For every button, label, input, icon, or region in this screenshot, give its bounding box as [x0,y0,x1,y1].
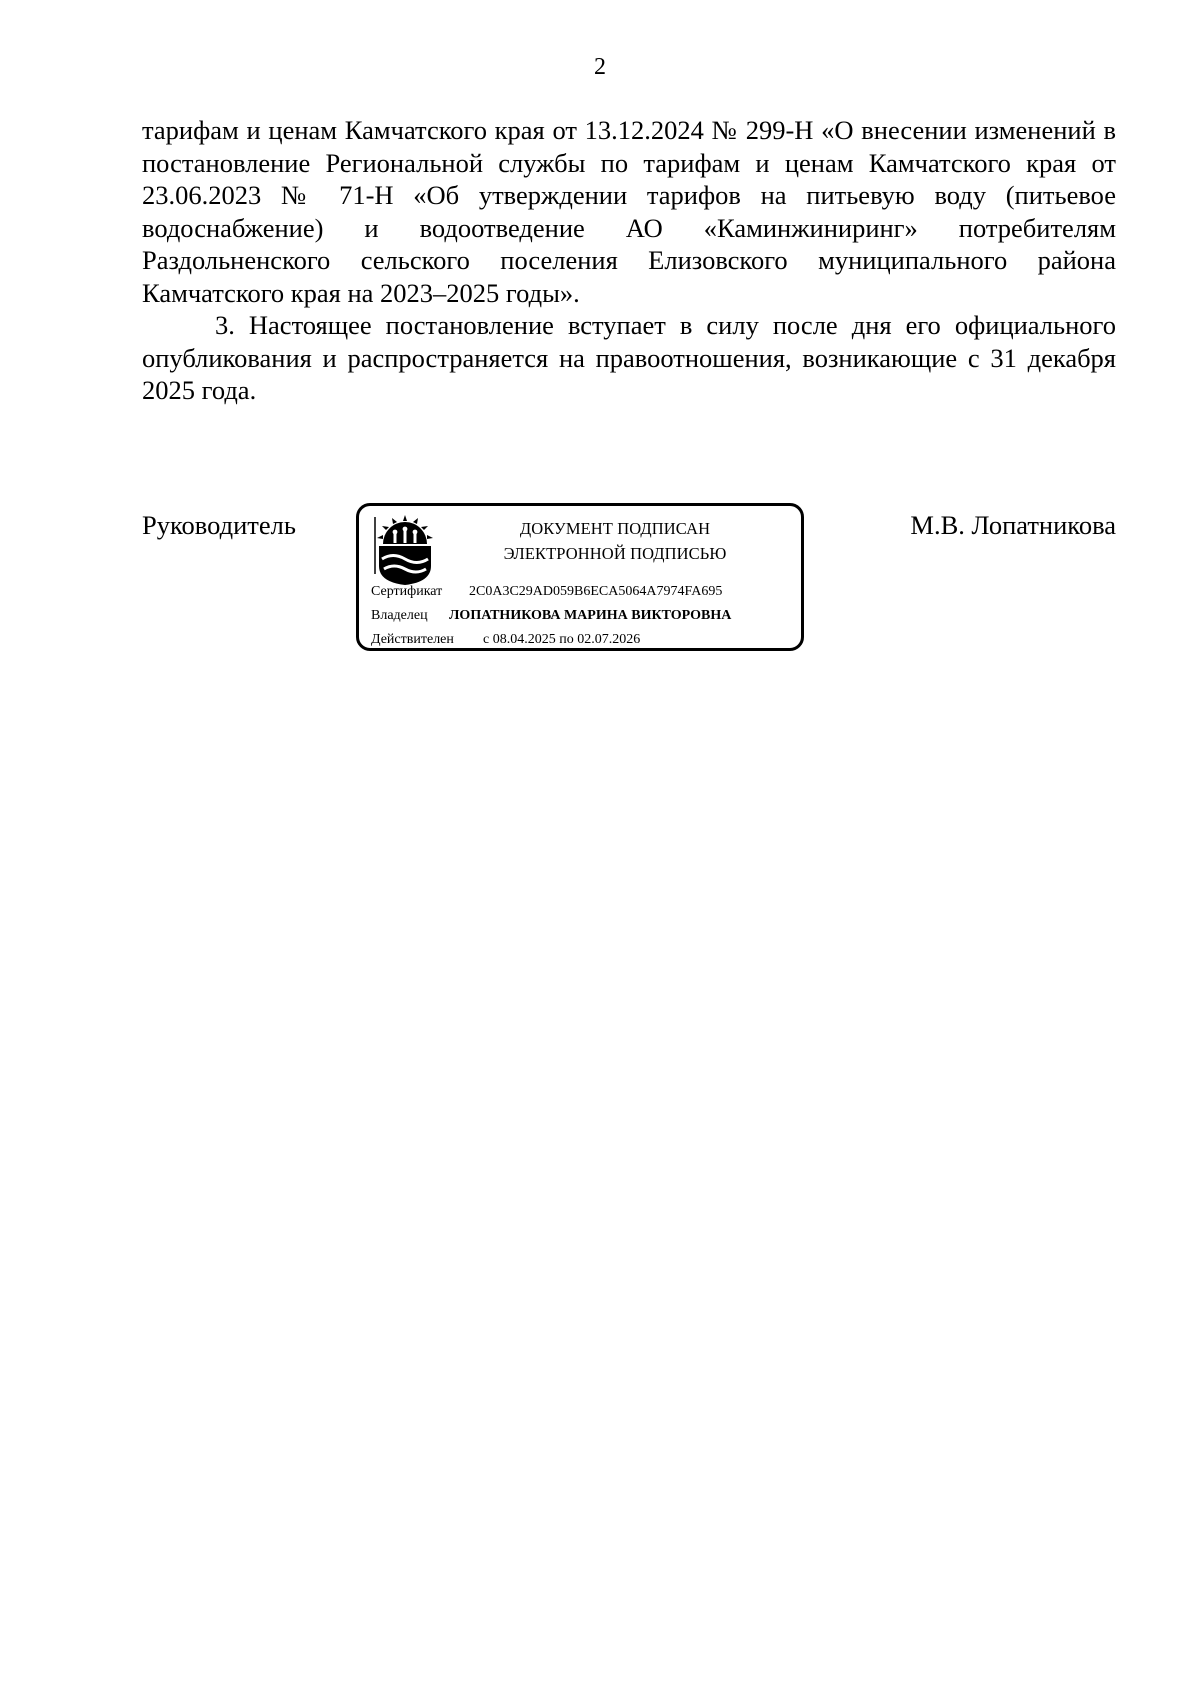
owner-value: ЛОПАТНИКОВА МАРИНА ВИКТОРОВНА [449,608,732,623]
valid-value: с 08.04.2025 по 02.07.2026 [483,632,641,647]
owner-label: Владелец [371,608,428,623]
stamp-owner-row [371,607,731,625]
valid-label: Действителен [371,632,454,647]
stamp-certificate-row [371,583,722,601]
stamp-title-line-1: ДОКУМЕНТ ПОДПИСАН [519,519,711,538]
electronic-signature-stamp [356,503,804,651]
certificate-value: 2C0A3C29AD059B6ECA5064A7974FA695 [469,584,723,599]
stamp-validity-row [371,631,640,649]
page-number: 2 [594,54,606,80]
paragraph-continuation: тарифам и ценам Камчатского края от 13.12.2024 № 299-Н «О внесении изменений в постановление Региональной службы по тарифам и ценам Камчатского края от 23.06.2023 № 71-Н «Об утверждении тарифов на питьевую воду (питьевое водоснабжение) и водоотведение АО «Каминжиниринг» потребителям Раздольненского сельского поселения Елизовского муниципального района Камчатского края на 2023–2025 годы». [142,115,1116,308]
paragraph-item-3: 3. Настоящее постановление вступает в силу после дня его официального опубликования и распространяется на правоотношения, возникающие с 31 декабря 2025 года. [142,310,1116,405]
signer-position: Руководитель [142,510,296,540]
stamp-title [429,516,801,566]
signer-name: М.В. Лопатникова [910,510,1116,540]
stamp-title-line-2: ЭЛЕКТРОННОЙ ПОДПИСЬЮ [503,544,727,563]
document-body [142,114,1116,407]
signature-block [142,499,1116,659]
certificate-label: Сертификат [371,584,443,599]
